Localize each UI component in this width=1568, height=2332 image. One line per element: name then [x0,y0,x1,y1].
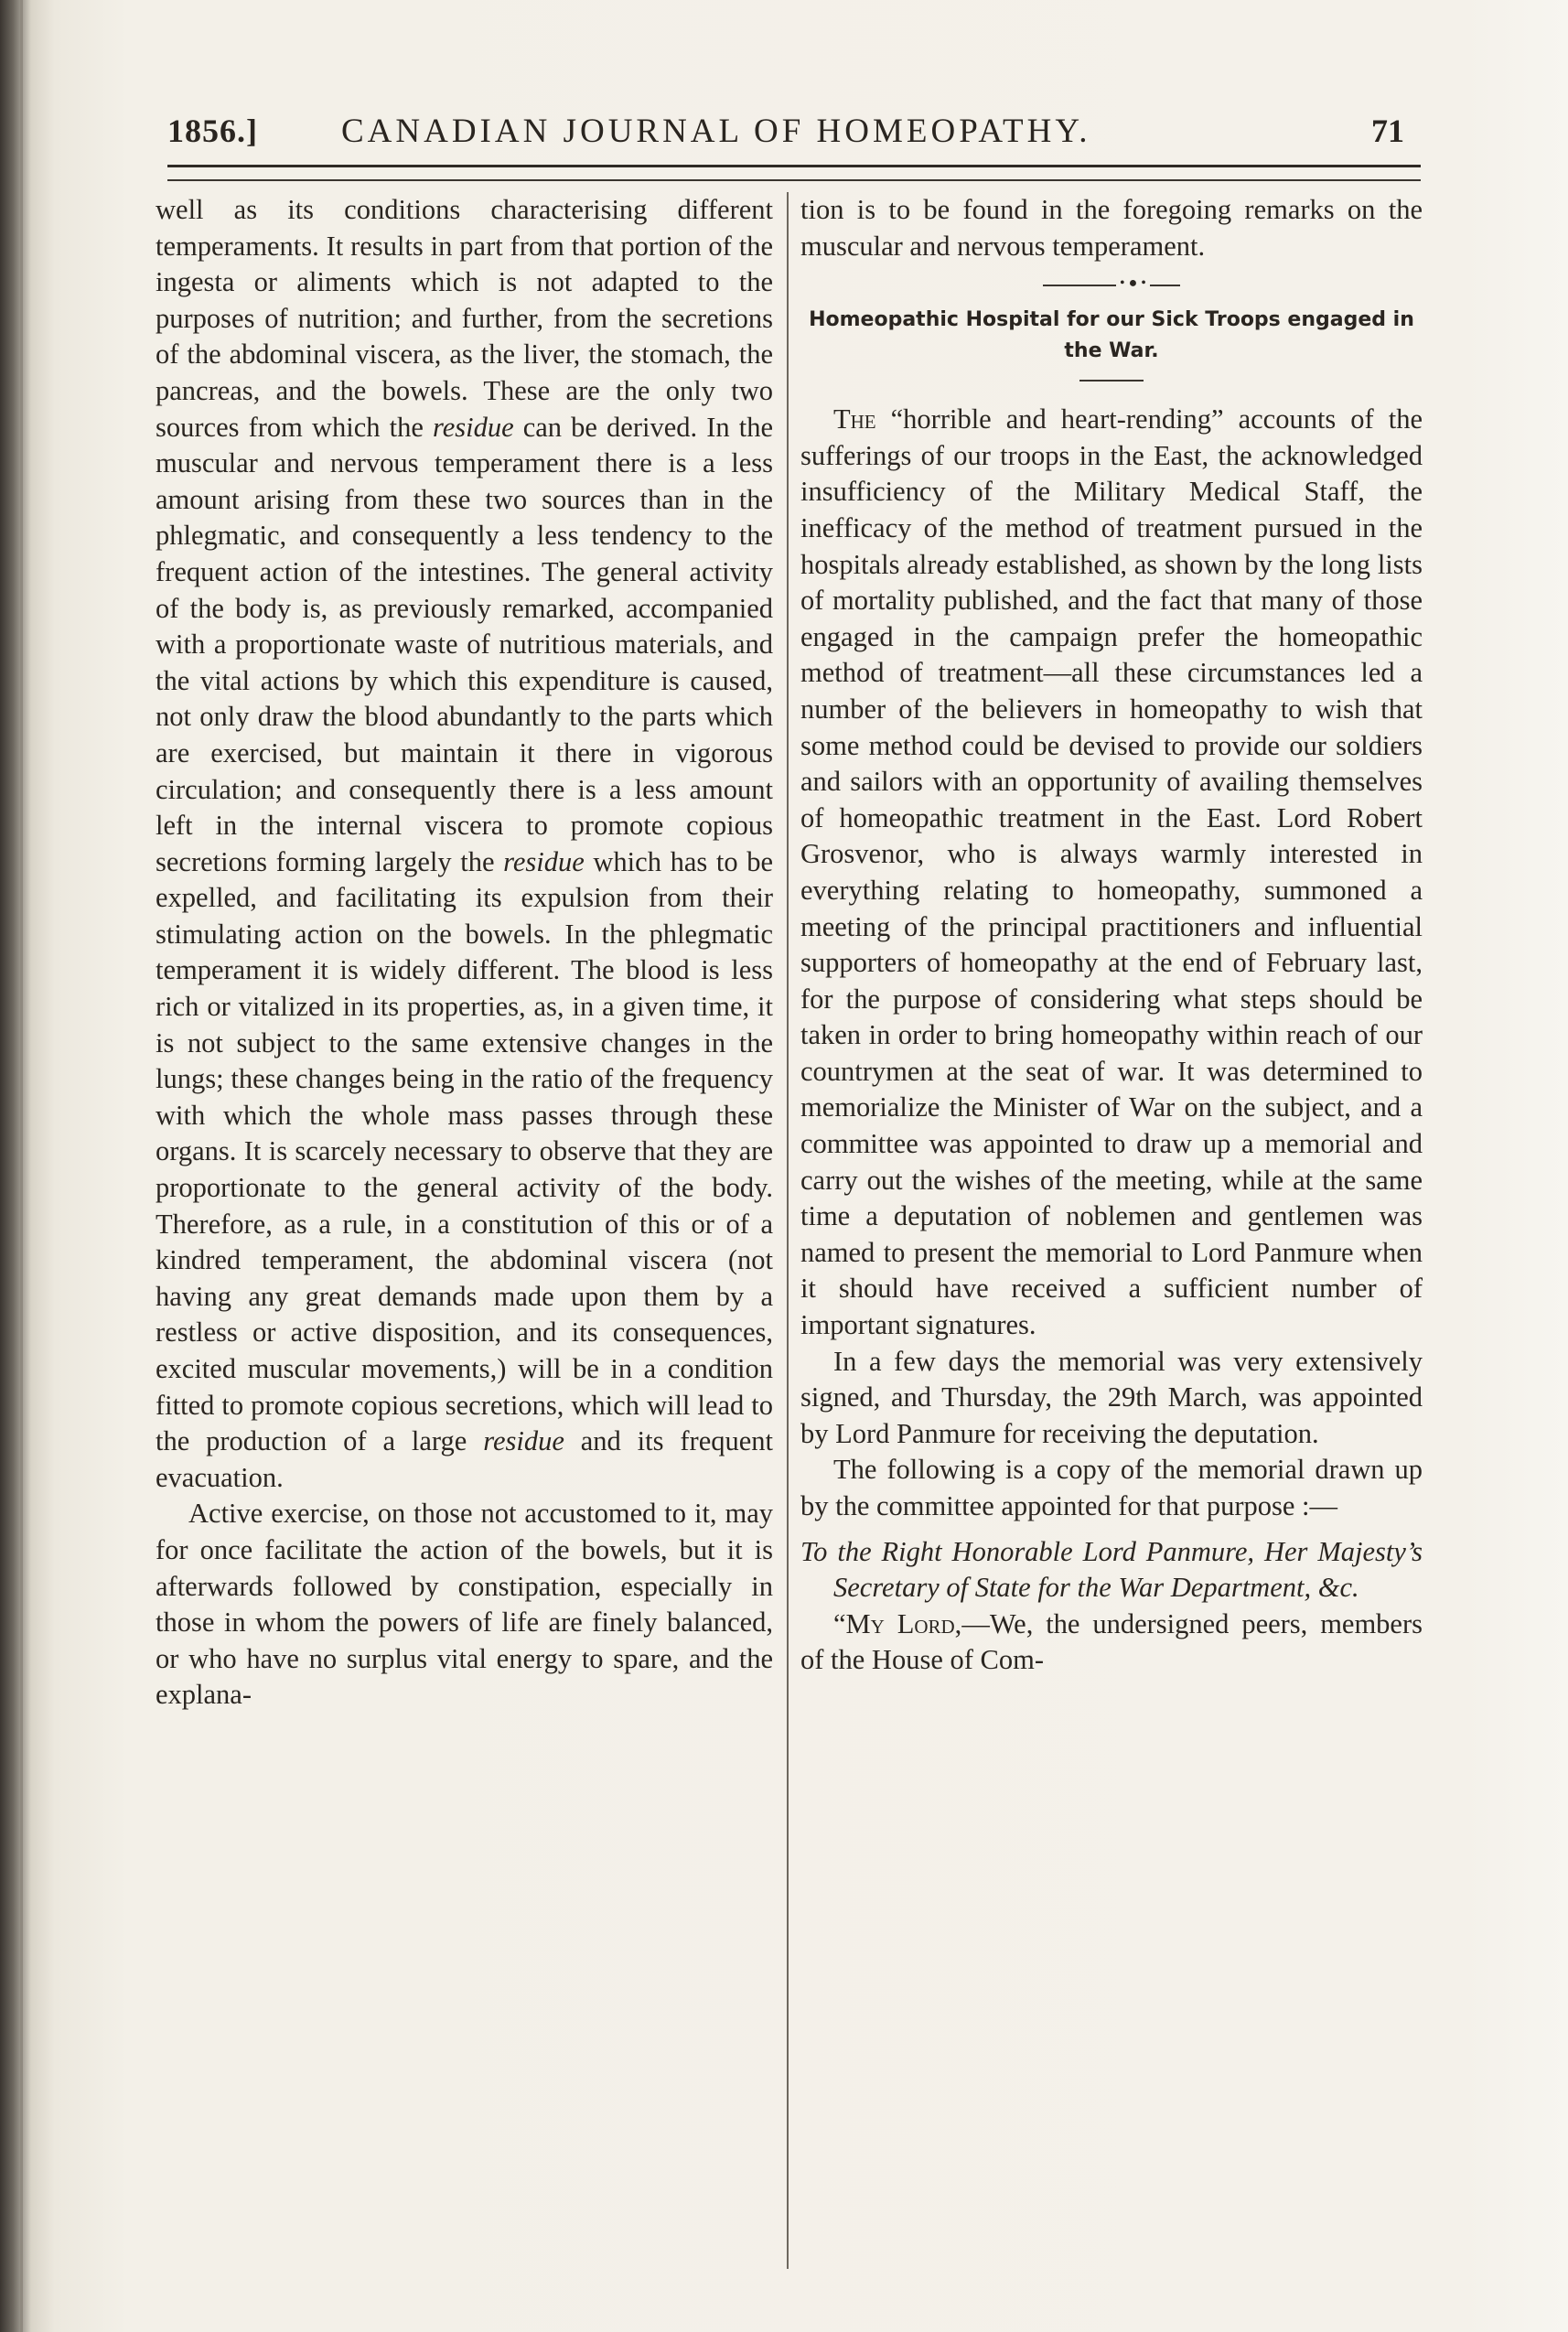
right-paragraph-3: The following is a copy of the memorial drawn up by the committee appointed for that purpose :— [800,1454,1423,1521]
binding-gutter [20,0,23,2332]
left-paragraph-1: well as its conditions characterising different temperaments. It results in part from that portion of the ingesta or aliments which is not adapted to the purposes of nutrition; and further, from the secretions of the abdominal viscera, as the liver, the stomach, the pancreas, and the bowels. These are the only two sources from which the residue can be derived. In the muscular and nervous temperament there is a less amount arising from these two sources than in the phlegmatic, and consequently a less tendency to the frequent action of the intestines. The general activity of the body is, as previously remarked, accompanied with a proportionate waste of nutritious materials, and the vital actions by which this expenditure is caused, not only draw the blood abundantly to the parts which are exercised, but maintain it there in vigorous circulation; and consequently there is a less amount left in the internal viscera to promote copious secretions forming largely the residue which has to be expelled, and facilitating its expulsion from their stimulating action on the bowels. In the phlegmatic temperament it is widely different. The blood is less rich or vitalized in its properties, as, in a given time, it is not subject to the same extensive changes in the lungs; these changes being in the ratio of the frequency with which the whole mass passes through these organs. It is scarcely necessary to observe that they are proportionate to the general activity of the body. Therefore, as a rule, in a constitution of this or of a kindred temperament, the abdominal viscera (not having any great demands made upon them by a restless or active disposition, and its consequences, excited muscular movements,) will be in a condition fitted to promote copious secretions, which will lead to the production of a large residue and its frequent evacuation. [156,194,773,1493]
right-paragraph-1: The “horrible and heart-rending” accounts of the sufferings of our troops in the East, the acknowledged insufficiency of the Military Medical Staff, the inefficacy of the method of treatment pursued in the hospitals already established, as shown by the long lists of mortality published, and the fact that many of those engaged in the campaign prefer the homeopathic method of treatment—all these circumstances led a number of the believers in homeopathy to wish that some method could be devised to provide our soldiers and sailors with an opportunity of availing themselves of homeopathic treatment in the East. Lord Robert Grosvenor, who is always warmly interested in everything relating to homeopathy, summoned a meeting of the principal practitioners and influential supporters of homeopathy at the end of February last, for the purpose of considering what steps should be taken in order to bring homeopathy within reach of our countrymen at the seat of war. It was determined to memorialize the Minister of War on the subject, and a committee was appointed to draw up a memorial and carry out the wishes of the meeting, while at the same time a deputation of noblemen and gentlemen was named to present the memorial to Lord Panmure when it should have received a sufficient number of important signatures. [800,403,1423,1341]
column-divider [787,192,789,2269]
left-paragraph-2: Active exercise, on those not accustomed to it, may for once facilitate the action of the bowels, but it is afterwards followed by constipation, especially in those in whom the powers of life are finely balanced, or who have no surplus vital energy to spare, and the explana- [156,1498,773,1711]
heading-rule [1079,380,1144,382]
page-number: 71 [1371,113,1404,149]
header-rule-lower [167,179,1421,181]
memorial-opening: “My Lord,—We, the undersigned peers, members of the House of Com- [800,1607,1423,1676]
section-heading: Homeopathic Hospital for our Sick Troops engaged in the War. [809,308,1414,363]
header-rule-upper [167,165,1421,167]
section-separator [1043,275,1180,292]
right-paragraph-continuation: tion is to be found in the foregoing remarks on the muscular and nervous temperament. [800,194,1423,262]
header-year: 1856.] [167,113,258,149]
left-column [156,192,773,1714]
journal-title: CANADIAN JOURNAL OF HOMEOPATHY. [341,113,1091,150]
separator-dots: • ● • [1116,276,1150,291]
running-header [167,108,1430,159]
right-paragraph-2: In a few days the memorial was very extensively signed, and Thursday, the 29th March, was appointed by Lord Panmure for receiving the deputation. [800,1345,1423,1449]
memorial-address: To the Right Honorable Lord Panmure, Her Majesty’s Secretary of State for the War Department, &c. [800,1535,1423,1604]
right-column [800,192,1423,1679]
